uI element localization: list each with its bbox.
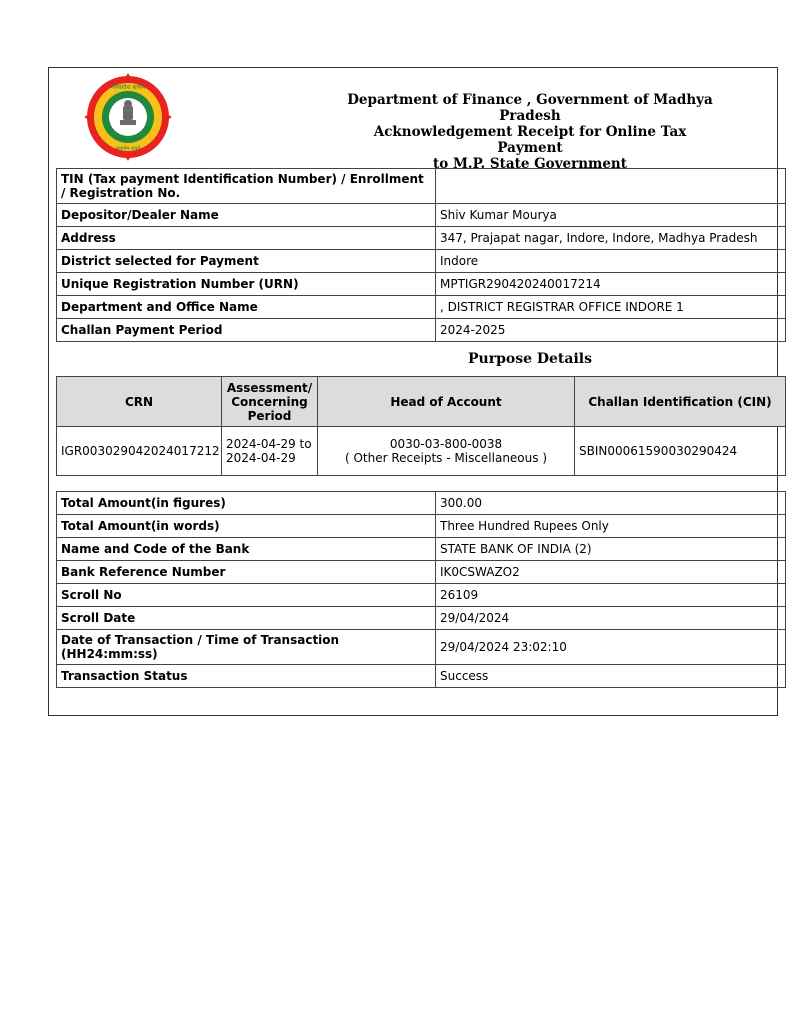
office-label: Department and Office Name [57,296,436,319]
crn-value: IGR003029042024017212 [57,427,222,476]
tin-value [436,169,786,204]
purpose-details-table [56,376,786,476]
header-government: to M.P. State Government [433,156,627,172]
bank-name-value: STATE BANK OF INDIA (2) [436,538,786,561]
urn-value: MPTIGR290420240017214 [436,273,786,296]
payment-details-table [56,491,786,688]
cin-value: SBIN00061590030290424 [575,427,786,476]
table-row [57,427,786,476]
district-value: Indore [436,250,786,273]
table-row [57,538,786,561]
amount-figures-value: 300.00 [436,492,786,515]
header-department: Department of Finance , Government of Madhya Pradesh [347,92,713,124]
depositor-name-value: Shiv Kumar Mourya [436,204,786,227]
emblem-bottom-text: सत्यमेव जयते [115,146,141,152]
scroll-no-label: Scroll No [57,584,436,607]
amount-words-label: Total Amount(in words) [57,515,436,538]
head-description: ( Other Receipts - Miscellaneous ) [344,451,548,465]
transaction-time-label: Date of Transaction / Time of Transaction (HH24:mm:ss) [57,630,436,665]
tin-label: TIN (Tax payment Identification Number) / Enrollment / Registration No. [57,169,436,204]
amount-figures-label: Total Amount(in figures) [57,492,436,515]
transaction-time-value: 29/04/2024 23:02:10 [436,630,786,665]
status-label: Transaction Status [57,665,436,688]
period-label: Challan Payment Period [57,319,436,342]
table-row [57,607,786,630]
receipt-header [340,92,720,172]
period-header: Assessment/ Concerning Period [222,377,318,427]
amount-words-value: Three Hundred Rupees Only [436,515,786,538]
table-row [57,630,786,665]
head-code: 0030-03-800-0038 [389,437,503,451]
table-row [57,169,786,204]
table-row [57,227,786,250]
table-row [57,561,786,584]
period-value: 2024-2025 [436,319,786,342]
bank-ref-label: Bank Reference Number [57,561,436,584]
address-value: 347, Prajapat nagar, Indore, Indore, Madhya Pradesh [436,227,786,250]
office-value: , DISTRICT REGISTRAR OFFICE INDORE 1 [436,296,786,319]
scroll-date-label: Scroll Date [57,607,436,630]
purpose-details-title: Purpose Details [468,351,592,367]
table-header-row [57,377,786,427]
table-row [57,515,786,538]
table-row [57,492,786,515]
table-row [57,250,786,273]
emblem-top-text: मध्यप्रदेश शासन [110,84,146,91]
period-value: 2024-04-29 to 2024-04-29 [222,427,318,476]
scroll-no-value: 26109 [436,584,786,607]
depositor-name-label: Depositor/Dealer Name [57,204,436,227]
table-row [57,273,786,296]
bank-ref-value: IK0CSWAZO2 [436,561,786,584]
table-row [57,319,786,342]
head-of-account-header: Head of Account [318,377,575,427]
depositor-details-table [56,168,786,342]
table-row [57,584,786,607]
header-receipt-title: Acknowledgement Receipt for Online Tax Payment [373,124,687,156]
address-label: Address [57,227,436,250]
scroll-date-value: 29/04/2024 [436,607,786,630]
district-label: District selected for Payment [57,250,436,273]
urn-label: Unique Registration Number (URN) [57,273,436,296]
crn-header: CRN [57,377,222,427]
table-row [57,204,786,227]
bank-name-label: Name and Code of the Bank [57,538,436,561]
status-value: Success [436,665,786,688]
head-of-account-value [318,427,575,476]
cin-header: Challan Identification (CIN) [575,377,786,427]
table-row [57,665,786,688]
mp-government-emblem-icon [83,74,173,160]
table-row [57,296,786,319]
